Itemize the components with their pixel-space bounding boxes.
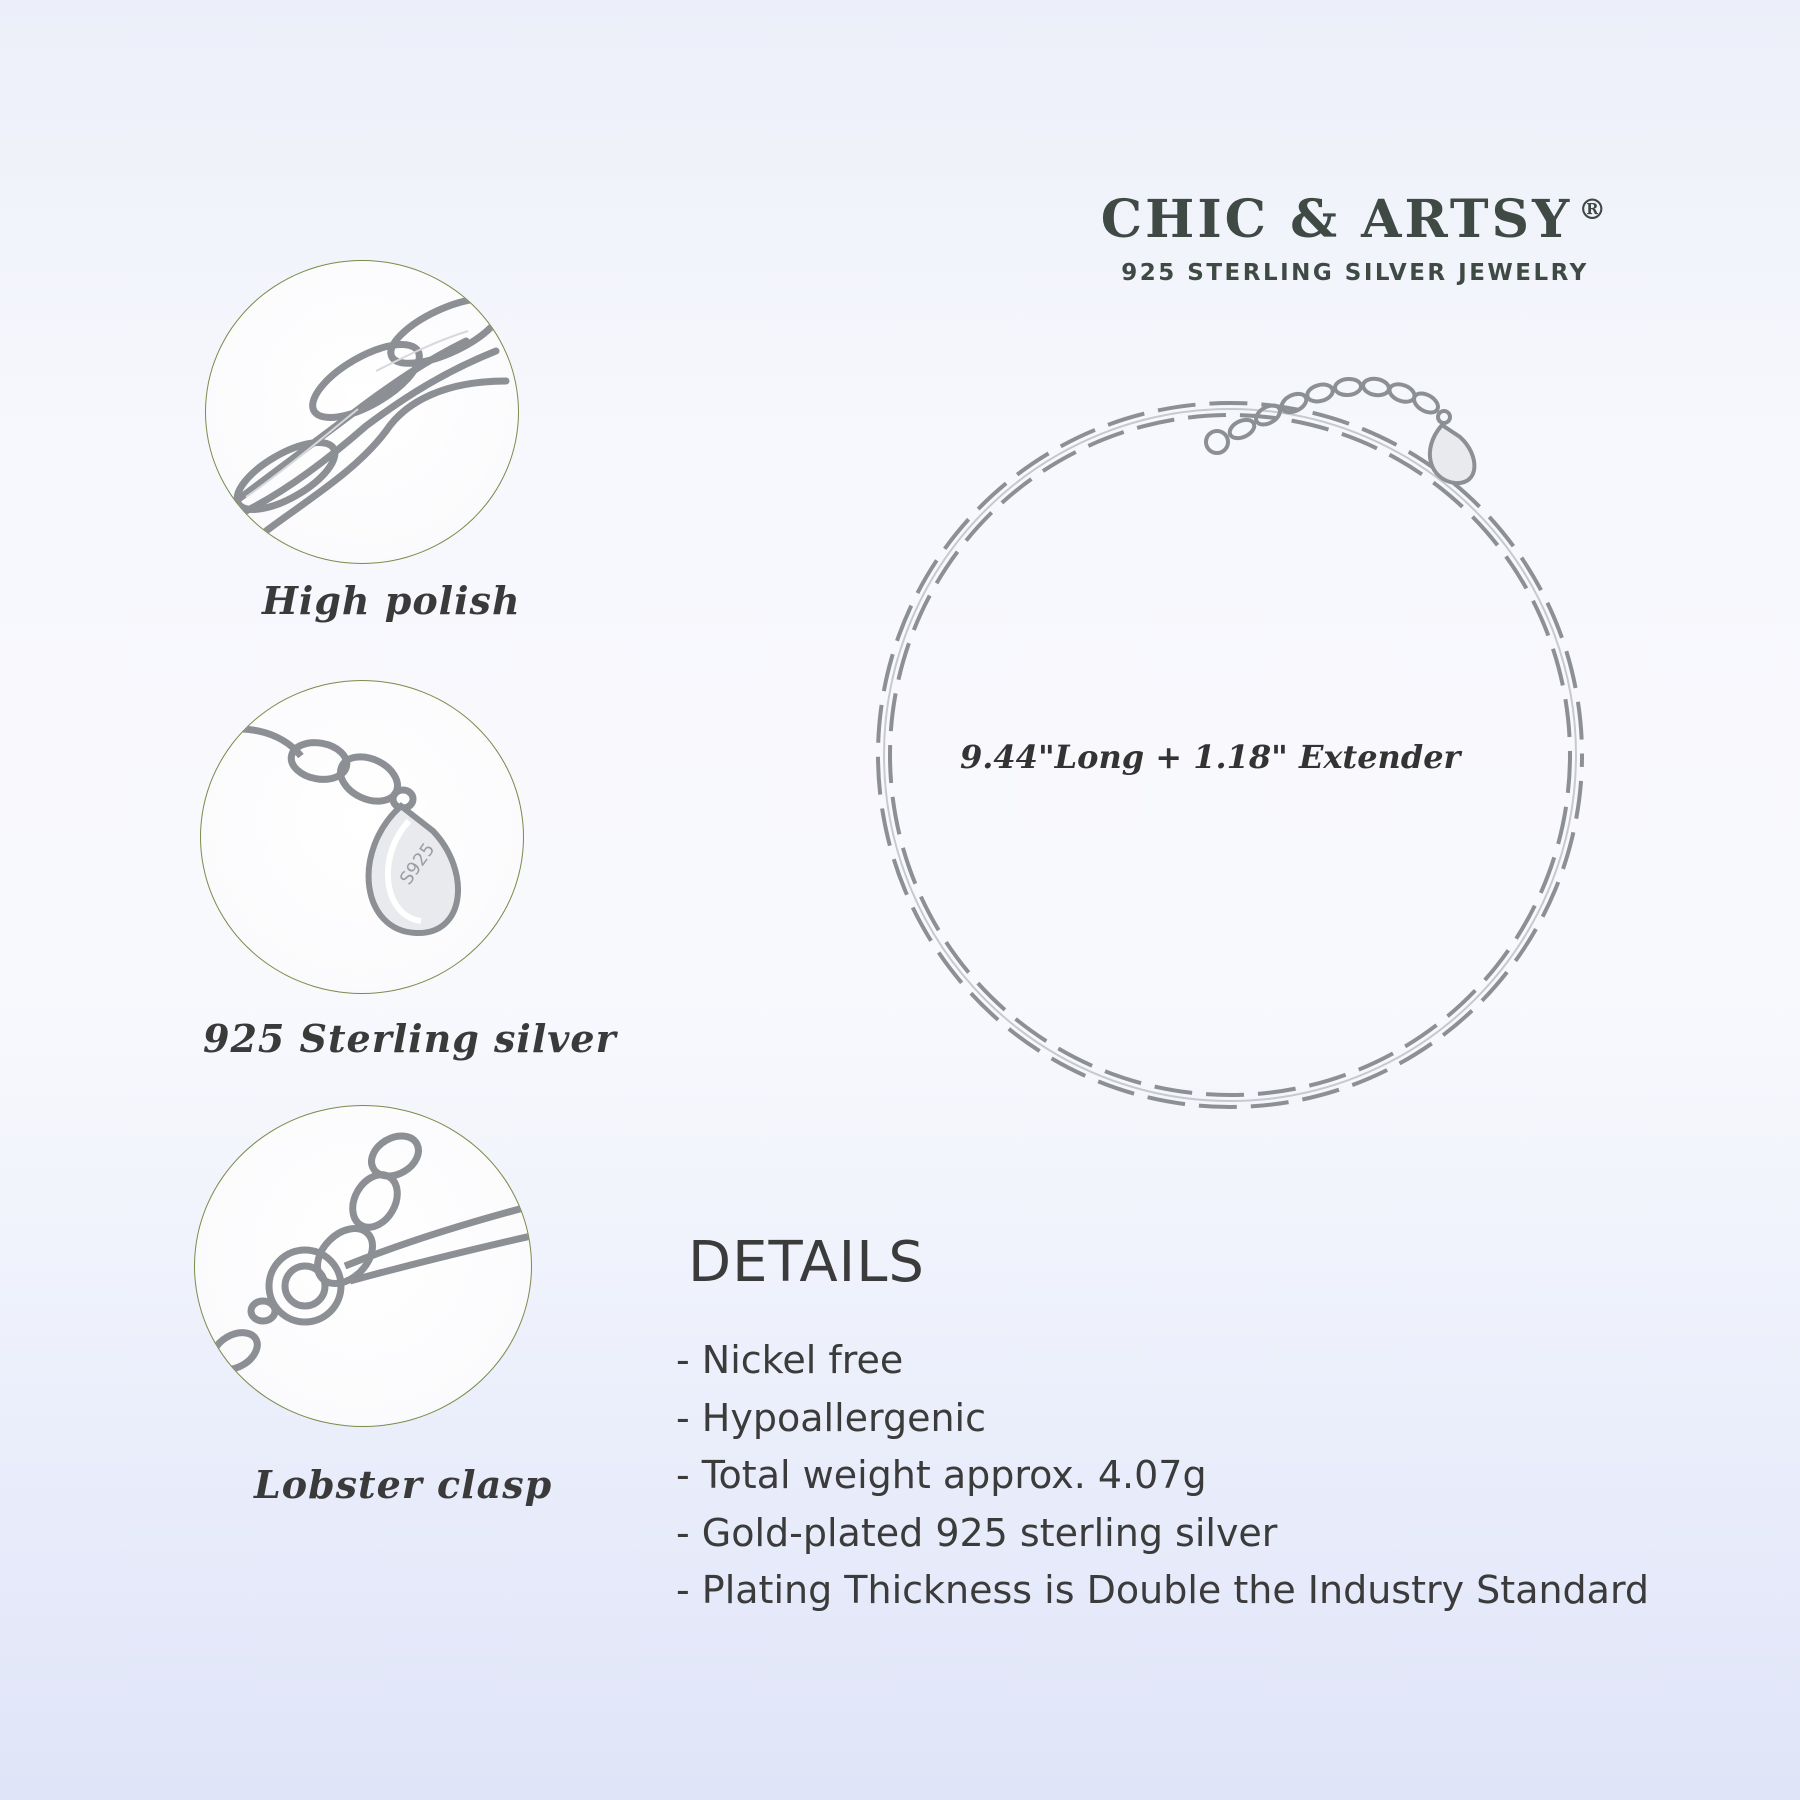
feature-image-sterling-silver	[200, 680, 524, 994]
tag-stamp: S925	[395, 839, 440, 889]
details-list	[676, 1332, 1649, 1620]
details-item-plating: - Plating Thickness is Double the Industry Standard	[676, 1568, 1650, 1612]
bracelet-length-label: 9.44"Long + 1.18" Extender	[960, 738, 1461, 776]
s925-tag-icon	[201, 681, 523, 993]
lobster-clasp-icon	[195, 1106, 531, 1426]
feature-image-high-polish	[205, 260, 519, 564]
details-item-hypoallergenic: - Hypoallergenic	[676, 1395, 986, 1440]
chain-link-closeup-icon	[206, 261, 518, 563]
brand-subtitle: 925 STERLING SILVER JEWELRY	[1121, 260, 1589, 286]
brand-name: CHIC & ARTSY ®	[1100, 189, 1610, 250]
feature-image-lobster-clasp	[194, 1105, 532, 1427]
brand-header	[1090, 180, 1620, 286]
feature-caption-sterling-silver: 925 Sterling silver	[203, 1016, 617, 1061]
feature-caption-lobster-clasp: Lobster clasp	[254, 1462, 553, 1507]
details-item-weight: - Total weight approx. 4.07g	[676, 1453, 1207, 1497]
details-title: DETAILS	[688, 1230, 925, 1295]
details-item-nickel-free: - Nickel free	[676, 1338, 904, 1382]
feature-caption-high-polish: High polish	[262, 578, 521, 623]
registered-mark: ®	[1578, 193, 1610, 226]
details-item-material: - Gold-plated 925 sterling silver	[676, 1510, 1278, 1555]
